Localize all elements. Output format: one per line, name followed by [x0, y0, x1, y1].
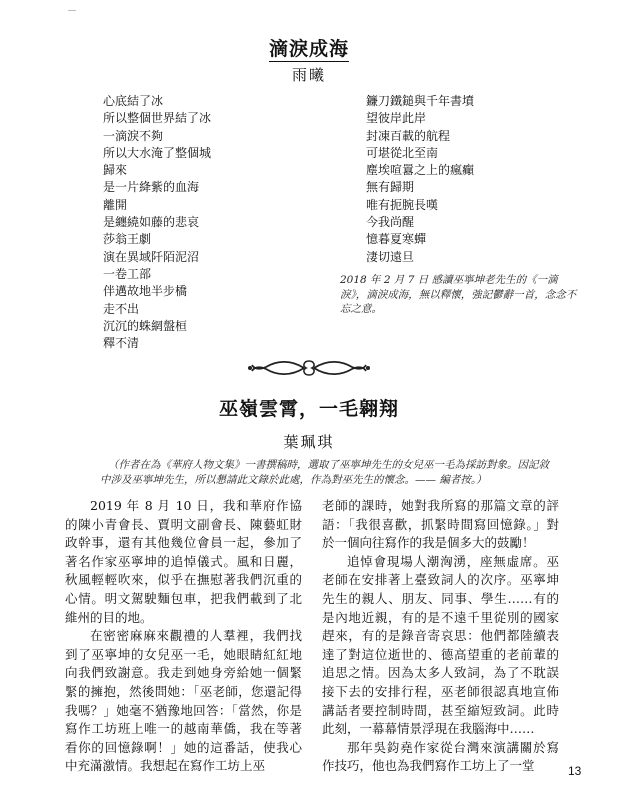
poem-line: 莎翁王劇 — [103, 232, 152, 247]
ornament-divider — [246, 357, 372, 379]
poem-line: 憶暮夏寒蟬 — [366, 232, 427, 247]
poem-line: 心底結了冰 — [103, 94, 164, 108]
poem-line: 伴邁故地半步橋 — [103, 284, 188, 299]
poem-line: 沉沉的蛛網盤桓 — [103, 318, 188, 333]
essay-paragraph: 2019 年 8 月 10 日，我和華府作協的陳小青會長、賈明文副會長、陳藝虹財政幹事，還有其他幾位會員一起，參加了著名作家巫寧坤的追悼儀式。風和日麗，秋風輕輕吹來，似乎在撫慰著我們沉重的心情。明文駕駛麵包車，把我們載到了北維州的目的地。 — [65, 498, 302, 625]
poem-line: 離開 — [103, 197, 128, 212]
poem-left-column — [103, 93, 211, 352]
essay-paragraph: 在密密麻麻來觀禮的人羣裡，我們找到了巫寧坤的女兒巫一毛，她眼睛紅紅地向我們致謝意。我走到她身旁給她一個緊緊的擁抱，然後問她：「巫老師，您還記得我嗎？」她毫不猶豫地回答：「當然，你是寫作工坊班上唯一的越南華僑，我在等著看你的回憶錄啊！」她的這番話，使我心中充滿激情。我想起在寫作工坊上巫 — [65, 628, 302, 774]
essay-right-column — [322, 497, 559, 776]
page-corner-mark — [68, 10, 76, 11]
essay-paragraph: 老師的課時，她對我所寫的那篇文章的評語：「我很喜歡，抓緊時間寫回憶錄。」對於一個向往寫作的我是個多大的鼓勵！ — [322, 498, 559, 551]
poem-note: 2018 年 2 月 7 日 感讀巫寧坤老先生的《一滴淚》，滴淚成海，無以釋懷，強記鬱辭一首，念念不忘之意。 — [340, 274, 577, 315]
poem-line: 演在異域阡陌泥沼 — [103, 249, 200, 264]
essay-paragraph: 那年吳鈞堯作家從台灣來演講關於寫作技巧，他也為我們寫作工坊上了一堂 — [322, 739, 559, 774]
poem-author: 雨曦 — [291, 66, 326, 84]
poem-line: 是一片絳紫的血海 — [103, 180, 200, 195]
poem-right-column — [366, 93, 474, 266]
essay-author: 葉珮琪 — [283, 433, 335, 451]
poem-line: 一滴淚不夠 — [103, 128, 164, 143]
poem-line: 所以整個世界結了冰 — [103, 111, 212, 126]
poem-line: 淒切遠旦 — [366, 249, 415, 264]
poem-line: 唯有扼腕長嘆 — [366, 197, 439, 212]
poem-line: 所以大水淹了整個城 — [103, 145, 212, 160]
poem-line: 今我尚醒 — [366, 215, 415, 230]
poem-line: 歸來 — [103, 163, 128, 178]
poem-line: 走不出 — [103, 301, 140, 316]
poem-line: 釋不清 — [103, 336, 140, 351]
essay-paragraph: 追悼會現場人潮洶湧，座無虛席。巫老師在安排著上臺致詞人的次序。巫寧坤先生的親人、朋友、同事、學生……有的是內地近親，有的是不遠千里從別的國家趕來，有的是錄音寄哀思：他們都陸續表達了對這位逝世的、德高望重的老前輩的追思之情。因為太多人致詞，為了不耽誤接下去的安排行程，巫老師很認真地宣佈講話者要控制時間，甚至縮短致詞。此時此刻，一幕幕情景浮現在我腦海中…… — [322, 553, 559, 737]
poem-line: 封凍百載的航程 — [366, 128, 451, 143]
poem-line: 望彼岸此岸 — [366, 111, 427, 126]
poem-title: 滴淚成海 — [268, 38, 349, 60]
essay-left-column — [65, 497, 302, 776]
editor-note: （作者在為《華府人物文集》一書撰稿時，選取了巫寧坤先生的女兒巫一毛為採訪對象。因記敘中涉及巫寧坤先生，所以懇請此文錄於此處，作為對巫先生的懷念。—— 編者按。） — [100, 459, 549, 486]
page-number: 13 — [568, 764, 582, 778]
poem-line: 一卷工部 — [103, 266, 152, 281]
poem-line: 無有歸期 — [366, 180, 415, 195]
poem-line: 是纏繞如藤的悲哀 — [103, 215, 200, 230]
poem-line: 可堪從北至南 — [366, 145, 439, 160]
essay-title: 巫嶺雲霄，一毛翱翔 — [218, 398, 399, 420]
poem-line: 塵埃喧囂之上的瘋癲 — [366, 163, 475, 178]
poem-line: 鐮刀鐵鎚與千年書墳 — [366, 94, 475, 108]
